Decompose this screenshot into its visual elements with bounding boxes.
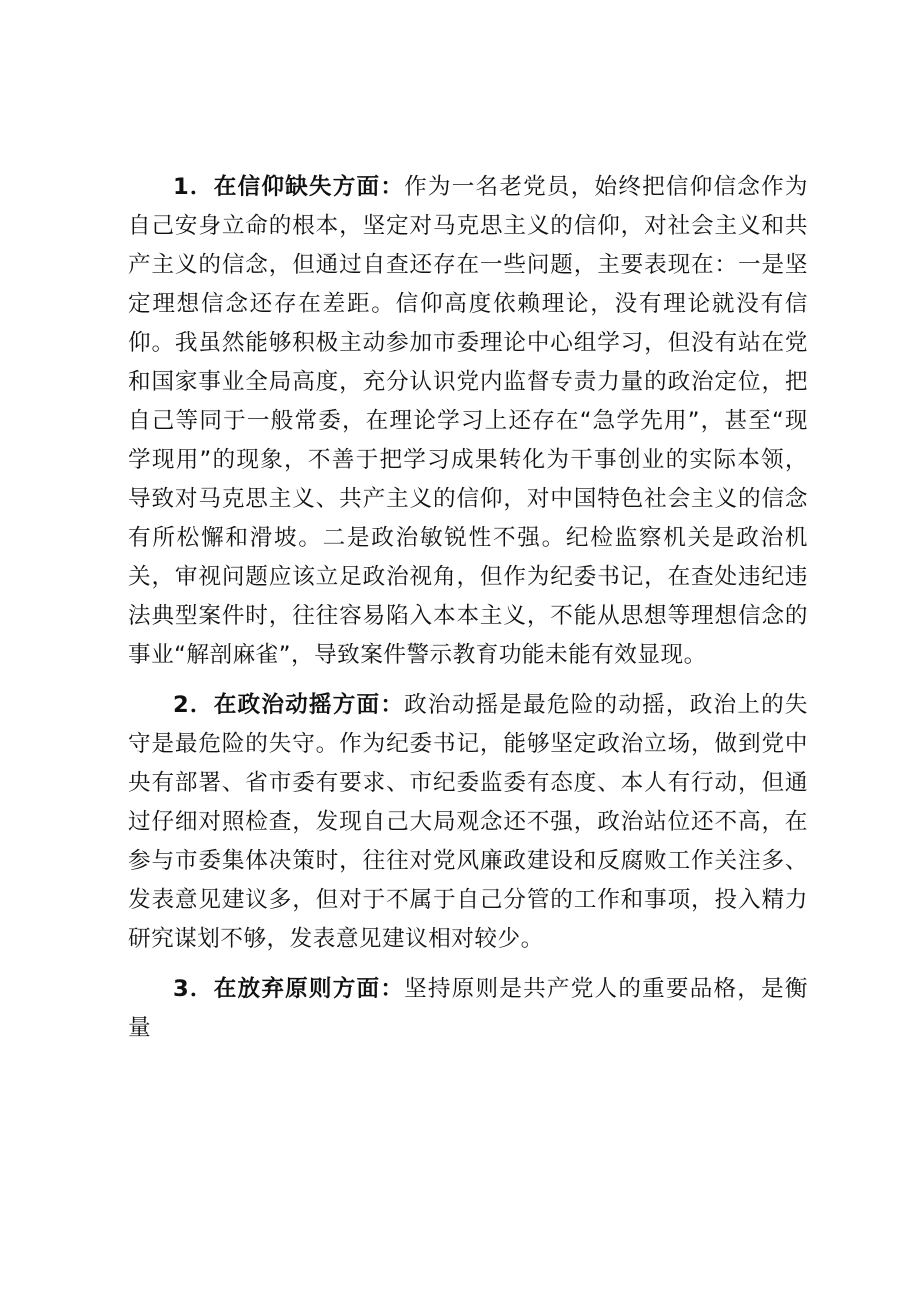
paragraph-body: 坚持原则是共产党人的重要品格，是衡量 xyxy=(128,976,808,1041)
paragraph-politics xyxy=(128,686,808,959)
paragraph-faith xyxy=(128,168,808,675)
paragraph-body: 作为一名老党员，始终把信仰信念作为自己安身立命的根本，坚定对马克思主义的信仰，对社会主义和共产主义的信念，但通过自查还存在一些问题，主要表现在：一是坚定理想信念还存在差距。信仰高度依赖理论，没有理论就没有信仰。我虽然能够积极主动参加市委理论中心组学习，但没有站在党和国家事业全局高度，充分认识党内监督专责力量的政治定位，把自己等同于一般常委，在理论学习上还存在“急学先用”，甚至“现学现用”的现象，不善于把学习成果转化为干事创业的实际本领，导致对马克思主义、共产主义的信仰，对中国特色社会主义的信念有所松懈和滑坡。二是政治敏锐性不强。纪检监察机关是政治机关，审视问题应该立足政治视角，但作为纪委书记，在查处违纪违法典型案件时，往往容易陷入本本主义，不能从思想等理想信念的事业“解剖麻雀”，导致案件警示教育功能未能有效显现。 xyxy=(128,174,808,668)
paragraph-heading: 3．在放弃原则方面： xyxy=(173,976,405,1002)
paragraph-principles xyxy=(128,970,808,1048)
paragraph-heading: 2．在政治动摇方面： xyxy=(173,692,405,718)
paragraph-body: 政治动摇是最危险的动摇，政治上的失守是最危险的失守。作为纪委书记，能够坚定政治立场，做到党中央有部署、省市委有要求、市纪委监委有态度、本人有行动，但通过仔细对照检查，发现自己大局观念还不强，政治站位还不高，在参与市委集体决策时，往往对党风廉政建设和反腐败工作关注多、发表意见建议多，但对于不属于自己分管的工作和事项，投入精力研究谋划不够，发表意见建议相对较少。 xyxy=(128,692,808,952)
document-page xyxy=(128,168,808,1048)
paragraph-heading: 1．在信仰缺失方面： xyxy=(173,174,405,200)
